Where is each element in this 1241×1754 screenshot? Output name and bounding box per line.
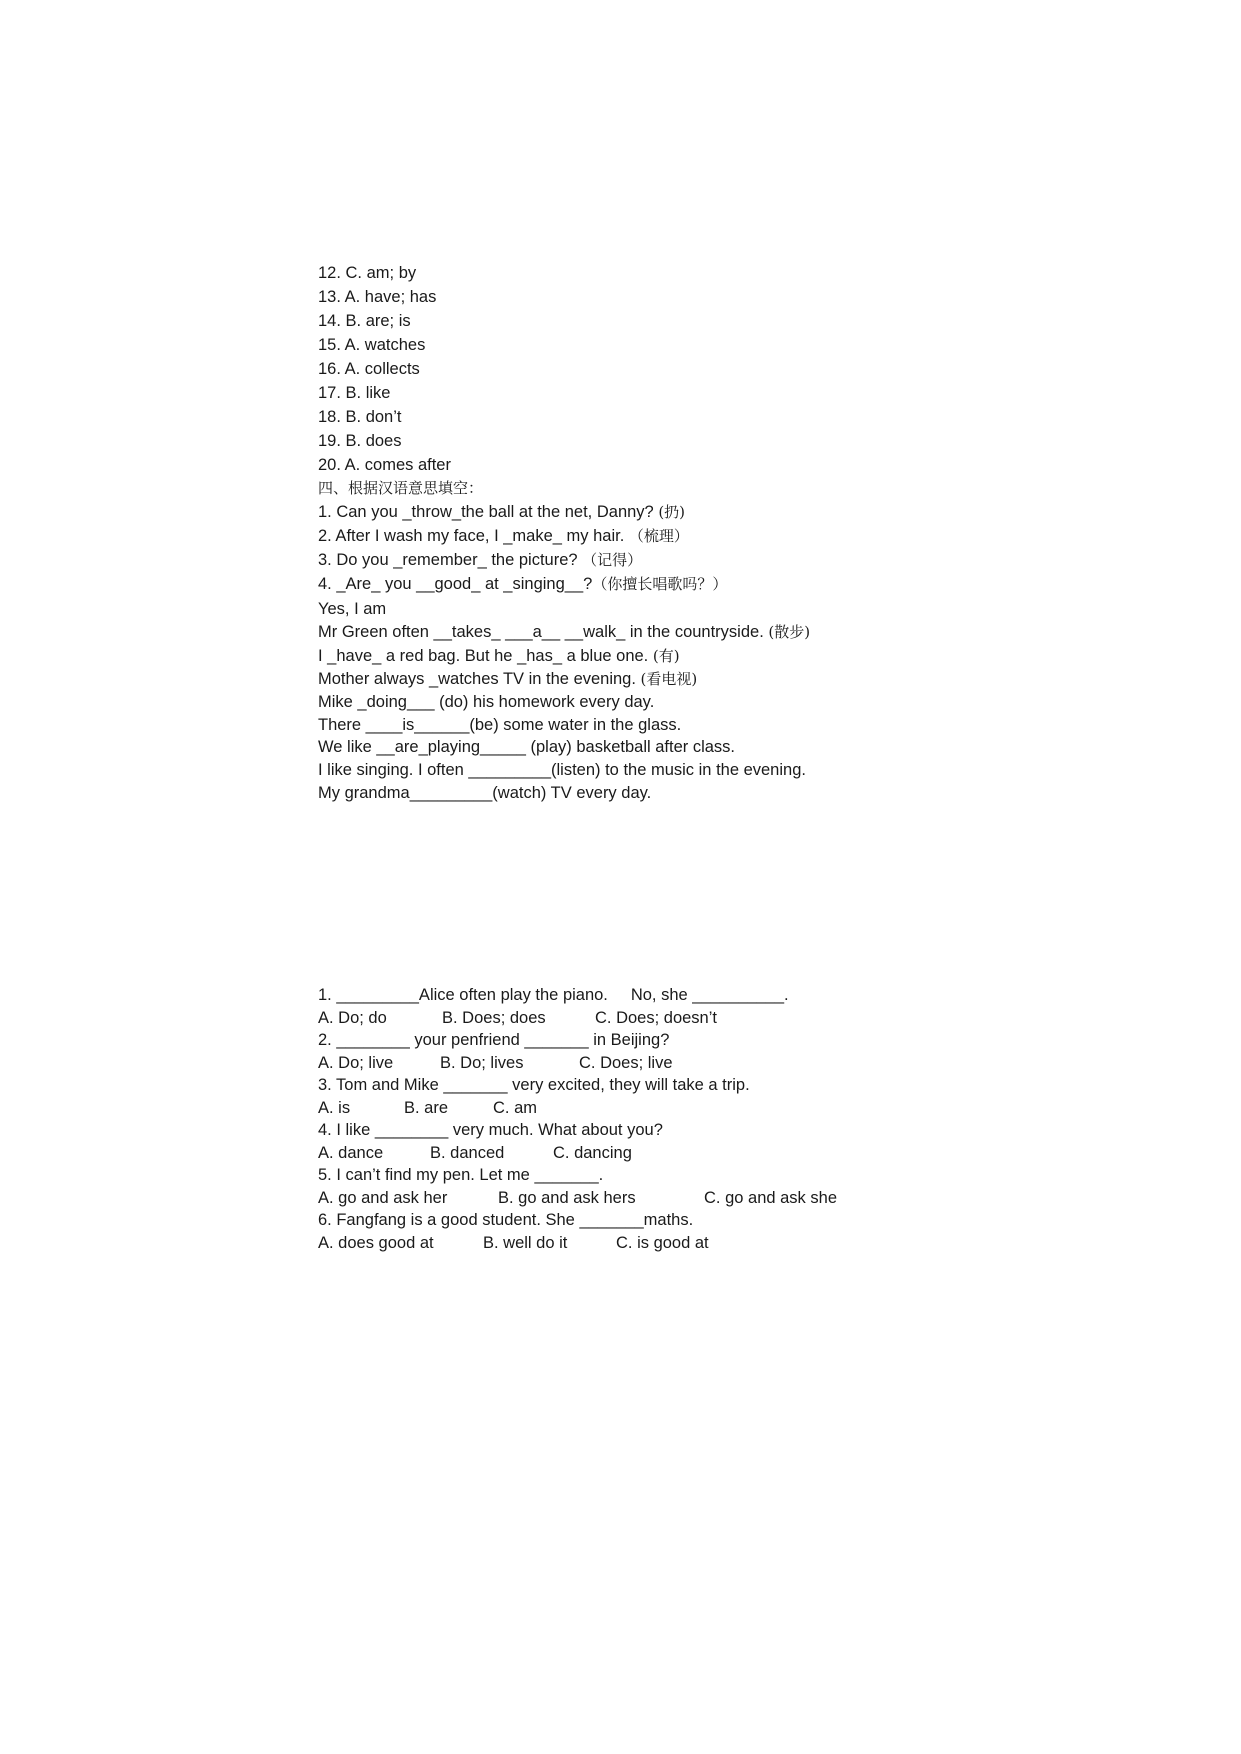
option-c: C. dancing: [553, 1144, 632, 1162]
choice-stem-5: 5. I can’t find my pen. Let me _______.: [318, 1166, 604, 1184]
question-text: 2. After I wash my face, I _make_ my hair.: [318, 527, 629, 545]
chinese-hint: (散步): [768, 623, 811, 641]
answer-18: 18. B. don’t: [318, 408, 402, 426]
fill-answer-4: Yes, I am: [318, 600, 387, 618]
choice-stem-1: 1. _________Alice often play the piano. No, she __________.: [318, 986, 789, 1004]
question-text: Mr Green often __takes_ ___a__ __walk_ in the countryside.: [318, 623, 769, 641]
option-a: A. Do; do: [318, 1009, 387, 1027]
fill-question-2: [318, 526, 689, 546]
section-title: 四、根据汉语意思填空：: [318, 479, 484, 497]
choice-options-1: [318, 1008, 717, 1028]
chinese-hint: (扔): [658, 503, 686, 521]
fill-question-8: Mike _doing___ (do) his homework every day.: [318, 693, 655, 711]
choice-options-5: [318, 1188, 837, 1208]
answer-16: 16. A. collects: [318, 360, 420, 378]
answer-15: 15. A. watches: [318, 336, 426, 354]
option-b: B. Does; does: [442, 1009, 546, 1027]
fill-question-6: [318, 646, 680, 666]
fill-question-12: My grandma_________(watch) TV every day.: [318, 784, 652, 802]
answer-13: 13. A. have; has: [318, 288, 437, 306]
choice-options-3: [318, 1098, 537, 1118]
fill-question-11: I like singing. I often _________(listen) to the music in the evening.: [318, 761, 806, 779]
option-a: A. go and ask her: [318, 1189, 448, 1207]
option-c: C. am: [493, 1099, 538, 1117]
question-text: 1. Can you _throw_the ball at the net, Danny?: [318, 503, 659, 521]
choice-stem-4: 4. I like ________ very much. What about you?: [318, 1121, 663, 1139]
fill-question-4: [318, 574, 727, 594]
fill-question-1: [318, 502, 685, 522]
choice-stem-6: 6. Fangfang is a good student. She _______maths.: [318, 1211, 694, 1229]
option-b: B. are: [404, 1099, 449, 1117]
question-text: Mother always _watches TV in the evening.: [318, 670, 641, 688]
answer-14: 14. B. are; is: [318, 312, 411, 330]
option-c: C. go and ask she: [704, 1189, 837, 1207]
choice-stem-3: 3. Tom and Mike _______ very excited, they will take a trip.: [318, 1076, 750, 1094]
option-b: B. danced: [430, 1144, 505, 1162]
choice-options-4: [318, 1143, 632, 1163]
question-text: I _have_ a red bag. But he _has_ a blue one.: [318, 647, 653, 665]
choice-options-6: [318, 1233, 709, 1253]
answer-17: 17. B. like: [318, 384, 391, 402]
option-a: A. dance: [318, 1144, 384, 1162]
fill-question-9: There ____is______(be) some water in the glass.: [318, 716, 682, 734]
option-c: C. is good at: [616, 1234, 709, 1252]
chinese-hint: (看电视): [640, 670, 698, 688]
option-b: B. go and ask hers: [498, 1189, 636, 1207]
fill-question-3: [318, 550, 642, 570]
question-text: 4. _Are_ you __good_ at _singing__?: [318, 575, 593, 593]
chinese-hint: （记得）: [582, 551, 643, 569]
choice-stem-2: 2. ________ your penfriend _______ in Beijing?: [318, 1031, 670, 1049]
chinese-hint: （你擅长唱歌吗？）: [592, 575, 728, 593]
answer-12: 12. C. am; by: [318, 264, 417, 282]
option-a: A. does good at: [318, 1234, 434, 1252]
answer-19: 19. B. does: [318, 432, 402, 450]
option-c: C. Does; doesn’t: [595, 1009, 717, 1027]
question-text: 3. Do you _remember_ the picture?: [318, 551, 583, 569]
option-b: B. Do; lives: [440, 1054, 524, 1072]
option-c: C. Does; live: [579, 1054, 673, 1072]
choice-options-2: [318, 1053, 673, 1073]
chinese-hint: （梳理）: [628, 527, 689, 545]
fill-question-5: [318, 622, 810, 642]
fill-question-10: We like __are_playing_____ (play) basketball after class.: [318, 738, 736, 756]
fill-question-7: [318, 669, 697, 689]
answer-20: 20. A. comes after: [318, 456, 451, 474]
option-b: B. well do it: [483, 1234, 568, 1252]
option-a: A. is: [318, 1099, 351, 1117]
option-a: A. Do; live: [318, 1054, 394, 1072]
chinese-hint: (有): [652, 647, 680, 665]
